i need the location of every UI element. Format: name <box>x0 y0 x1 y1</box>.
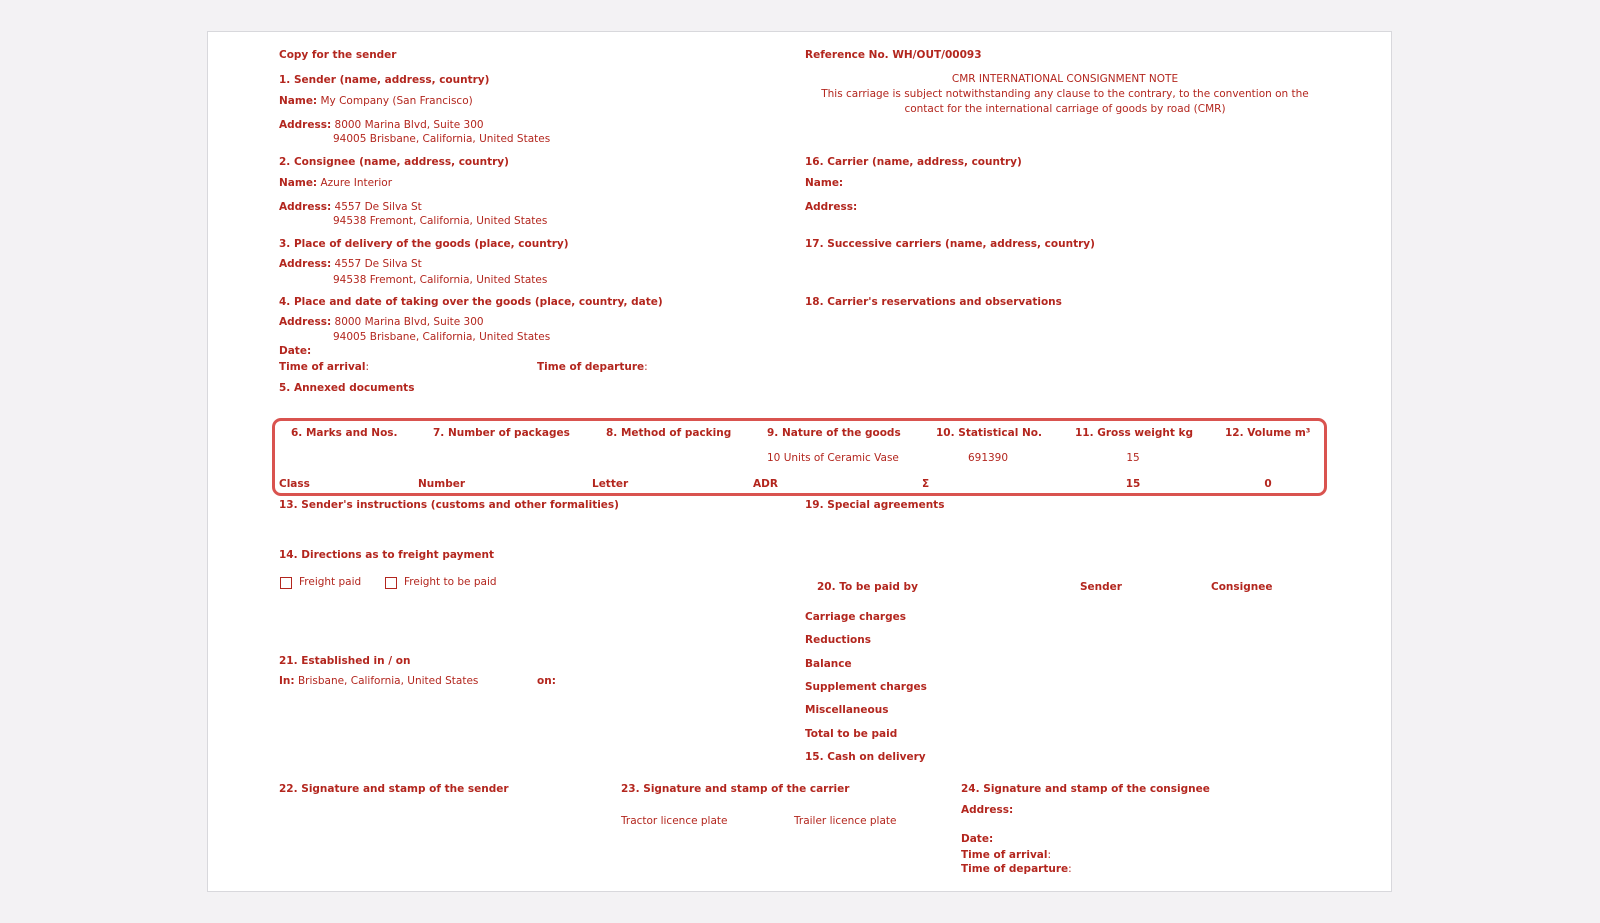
freight-to-be-paid-checkbox[interactable] <box>385 577 397 589</box>
consignee-address-line1 <box>279 201 422 214</box>
takeover-date-label: Date: <box>279 345 312 357</box>
payment-row-reductions: Reductions <box>805 634 871 646</box>
goods-header-nature: 9. Nature of the goods <box>767 427 901 439</box>
goods-header-marks: 6. Marks and Nos. <box>291 427 398 439</box>
payment-consignee-column: Consignee <box>1211 581 1273 593</box>
consignee-address-label: Address: <box>279 201 332 213</box>
consignee-name-line <box>279 177 392 190</box>
signature-departure-colon: : <box>1068 863 1072 875</box>
signature-arrival-label: Time of arrival <box>961 849 1048 861</box>
signature-arrival-colon: : <box>1047 849 1052 861</box>
tractor-plate-label: Tractor licence plate <box>621 815 728 827</box>
reservations-heading: 18. Carrier's reservations and observations <box>805 296 1062 308</box>
payment-row-supplement: Supplement charges <box>805 681 927 693</box>
freight-to-be-paid-label: Freight to be paid <box>404 576 497 588</box>
takeover-departure <box>537 361 648 374</box>
consignee-name-label: Name: <box>279 177 318 189</box>
goods-footer-weight-total: 15 <box>1125 478 1141 490</box>
goods-footer-class: Class <box>279 478 310 490</box>
goods-row-statistical: 691390 <box>967 452 1009 464</box>
sender-name: My Company (San Francisco) <box>320 95 473 107</box>
takeover-heading: 4. Place and date of taking over the goods (place, country, date) <box>279 296 663 308</box>
sender-address2: 94005 Brisbane, California, United States <box>333 133 551 145</box>
goods-footer-adr: ADR <box>753 478 778 490</box>
established-heading: 21. Established in / on <box>279 655 411 667</box>
trailer-plate-label: Trailer licence plate <box>794 815 897 827</box>
sender-name-line <box>279 95 473 108</box>
goods-header-packing: 8. Method of packing <box>606 427 732 439</box>
signature-consignee-departure <box>961 863 1072 876</box>
established-on-label: on: <box>537 675 556 687</box>
signature-consignee-arrival <box>961 849 1051 862</box>
goods-row-weight: 15 <box>1126 452 1140 464</box>
carrier-heading: 16. Carrier (name, address, country) <box>805 156 1022 168</box>
special-agreements-heading: 19. Special agreements <box>805 499 945 511</box>
consignee-address2: 94538 Fremont, California, United States <box>333 215 548 227</box>
carrier-name-label: Name: <box>805 177 844 189</box>
goods-footer-sigma: Σ <box>922 478 930 490</box>
payment-sender-column: Sender <box>1080 581 1122 593</box>
consignee-heading: 2. Consignee (name, address, country) <box>279 156 509 168</box>
takeover-departure-colon: : <box>644 361 648 373</box>
payment-heading: 20. To be paid by <box>817 581 918 593</box>
takeover-departure-label: Time of departure <box>537 361 645 373</box>
freight-paid-label: Freight paid <box>299 576 362 588</box>
freight-paid-checkbox[interactable] <box>280 577 292 589</box>
established-in-label: In: <box>279 675 295 687</box>
takeover-address-label: Address: <box>279 316 332 328</box>
goods-footer-volume-total: 0 <box>1264 478 1272 490</box>
takeover-arrival-colon: : <box>365 361 370 373</box>
goods-header-packages: 7. Number of packages <box>433 427 570 439</box>
payment-row-carriage: Carriage charges <box>805 611 906 623</box>
reference-number: Reference No. WH/OUT/00093 <box>805 49 982 61</box>
established-in-value: Brisbane, California, United States <box>297 675 479 687</box>
sender-heading: 1. Sender (name, address, country) <box>279 74 490 86</box>
instructions-heading: 13. Sender's instructions (customs and other formalities) <box>279 499 619 511</box>
goods-header-statistical: 10. Statistical No. <box>936 427 1042 439</box>
goods-footer-letter: Letter <box>592 478 629 490</box>
cmr-notice-line2: contact for the international carriage of goods by road (CMR) <box>904 103 1226 115</box>
takeover-address-line1 <box>279 316 484 329</box>
takeover-address2: 94005 Brisbane, California, United States <box>333 331 551 343</box>
established-in-line <box>279 675 478 688</box>
payment-row-cash-on-delivery: 15. Cash on delivery <box>805 751 926 763</box>
signature-consignee-date-label: Date: <box>961 833 994 845</box>
carrier-address-label: Address: <box>805 201 858 213</box>
payment-row-miscellaneous: Miscellaneous <box>805 704 889 716</box>
takeover-arrival-label: Time of arrival <box>279 361 366 373</box>
takeover-address1: 8000 Marina Blvd, Suite 300 <box>334 316 484 328</box>
successive-carriers-heading: 17. Successive carriers (name, address, country) <box>805 238 1095 250</box>
delivery-address1: 4557 De Silva St <box>334 258 422 270</box>
sender-address-line1 <box>279 119 484 132</box>
signature-carrier-heading: 23. Signature and stamp of the carrier <box>621 783 850 795</box>
takeover-arrival <box>279 361 369 374</box>
signature-consignee-address-label: Address: <box>961 804 1014 816</box>
delivery-address2: 94538 Fremont, California, United States <box>333 274 548 286</box>
signature-consignee-heading: 24. Signature and stamp of the consignee <box>961 783 1210 795</box>
goods-header-weight: 11. Gross weight kg <box>1075 427 1194 439</box>
goods-row-nature: 10 Units of Ceramic Vase <box>767 452 899 464</box>
goods-header-volume: 12. Volume m³ <box>1225 427 1311 439</box>
goods-footer-number: Number <box>418 478 466 490</box>
sender-address-label: Address: <box>279 119 332 131</box>
consignee-address1: 4557 De Silva St <box>334 201 422 213</box>
copy-label: Copy for the sender <box>279 49 397 61</box>
cmr-notice-line1: This carriage is subject notwithstanding any clause to the contrary, to the convention on the <box>821 88 1309 100</box>
payment-row-balance: Balance <box>805 658 852 670</box>
sender-address1: 8000 Marina Blvd, Suite 300 <box>334 119 484 131</box>
sender-name-label: Name: <box>279 95 318 107</box>
delivery-address-label: Address: <box>279 258 332 270</box>
cmr-title: CMR INTERNATIONAL CONSIGNMENT NOTE <box>951 73 1179 85</box>
signature-sender-heading: 22. Signature and stamp of the sender <box>279 783 509 795</box>
payment-row-total: Total to be paid <box>805 728 898 740</box>
signature-departure-label: Time of departure <box>961 863 1069 875</box>
delivery-address-line1 <box>279 258 422 271</box>
delivery-heading: 3. Place of delivery of the goods (place, country) <box>279 238 569 250</box>
consignee-name: Azure Interior <box>320 177 393 189</box>
annexed-heading: 5. Annexed documents <box>279 382 415 394</box>
freight-heading: 14. Directions as to freight payment <box>279 549 494 561</box>
